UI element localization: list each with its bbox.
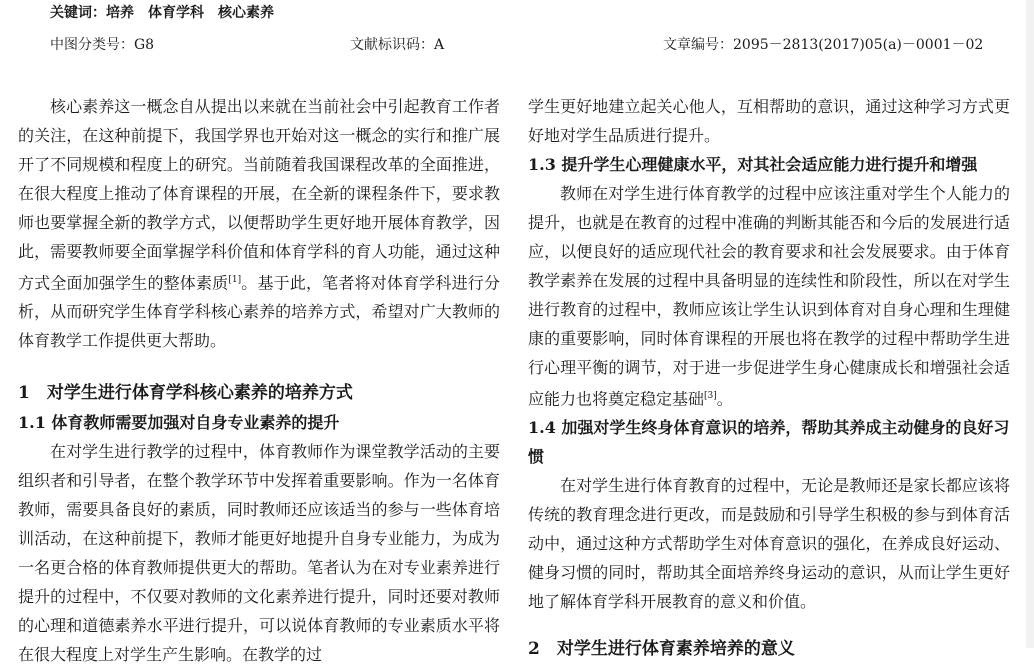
keywords-line: 关键词：培养 体育学科 核心素养 [50, 5, 274, 21]
right-column [528, 92, 1010, 664]
body-paragraph: 在对学生进行教学的过程中，体育教师作为课堂教学活动的主要组织者和引导者，在整个教学环节中发挥着重要影响。作为一名体育教师，需要具备良好的素质，同时教师还应该适当的参与一些体育培训活动，在这种前提下，教师才能更好地提升自身专业能力，为成为一名更合格的体育教师提供更大的帮助。笔者认为在对专业素养进行提升的过程中，不仅要对教师的文化素养进行提升，同时还要对教师的心理和道德素养水平进行提升，可以说体育教师的专业素质水平将在很大程度上对学生产生影响。在教学的过 [18, 442, 500, 665]
subsection-heading-1-4: 1.4 加强对学生终身体育意识的培养，帮助其养成主动健身的良好习惯 [528, 418, 1010, 467]
classification-number: 中图分类号：G8 [50, 37, 155, 53]
section-heading-2: 2 对学生进行体育素养培养的意义 [528, 639, 795, 660]
body-paragraph: 教师在对学生进行体育教学的过程中应该注重对学生个人能力的提升，也就是在教育的过程中准确的判断其能否和今后的发展进行适应，以便良好的适应现代社会的教育要求和社会发展要求。由于体育教学素养在发展的过程中具备明显的连续性和阶段性，所以在对学生进行教育的过程中，教师应该让学生认识到体育对自身心理和生理健康的重要影响，同时体育课程的开展也将在教学的过程中帮助学生进行心理平衡的调节，对于进一步促进学生身心健康成长和增强社会适应能力也将奠定稳定基础[3]。 [528, 184, 1010, 409]
subsection-heading-1-1: 1.1 体育教师需要加强对自身专业素养的提升 [18, 413, 340, 433]
article-number: 文章编号：2095－2813(2017)05(a)－0001－02 [663, 37, 984, 53]
subsection-heading-1-3: 1.3 提升学生心理健康水平，对其社会适应能力进行提升和增强 [528, 155, 978, 174]
section-heading-1: 1 对学生进行体育学科核心素养的培养方式 [18, 383, 353, 404]
body-paragraph: 学生更好地建立起关心他人，互相帮助的意识，通过这种学习方式更好地对学生品质进行提升。 [528, 97, 1010, 145]
citation-ref[interactable]: [3] [704, 391, 717, 401]
intro-paragraph: 核心素养这一概念自从提出以来就在当前社会中引起教育工作者的关注，在这种前提下，我国学界也开始对这一概念的实行和推广展开了不同规模和程度上的研究。当前随着我国课程改革的全面推进，在很大程度上推动了体育课程的开展，在全新的课程条件下，要求教师也要掌握全新的教学方式，以便帮助学生更好地开展体育教学，因此，需要教师要全面掌握学科价值和体育学科的育人功能，通过这种方式全面加强学生的整体素质[1]。基于此，笔者将对体育学科进行分析，从而研究学生体育学科核心素养的培养方式，希望对广大教师的体育教学工作提供更大帮助。 [18, 97, 500, 351]
citation-ref[interactable]: [1] [228, 275, 242, 285]
left-column [18, 92, 500, 669]
body-paragraph: 在对学生进行体育教育的过程中，无论是教师还是家长都应该将传统的教育理念进行更改，而是鼓励和引导学生积极的参与到体育活动中，通过这种方式帮助学生对体育意识的强化，在养成良好运动、健身习惯的同时，帮助其全面培养终身运动的意识，从而让学生更好地了解体育学科开展教育的意义和价值。 [528, 476, 1010, 612]
document-code: 文献标识码：A [350, 37, 445, 53]
scrollbar[interactable] [1026, 0, 1034, 648]
